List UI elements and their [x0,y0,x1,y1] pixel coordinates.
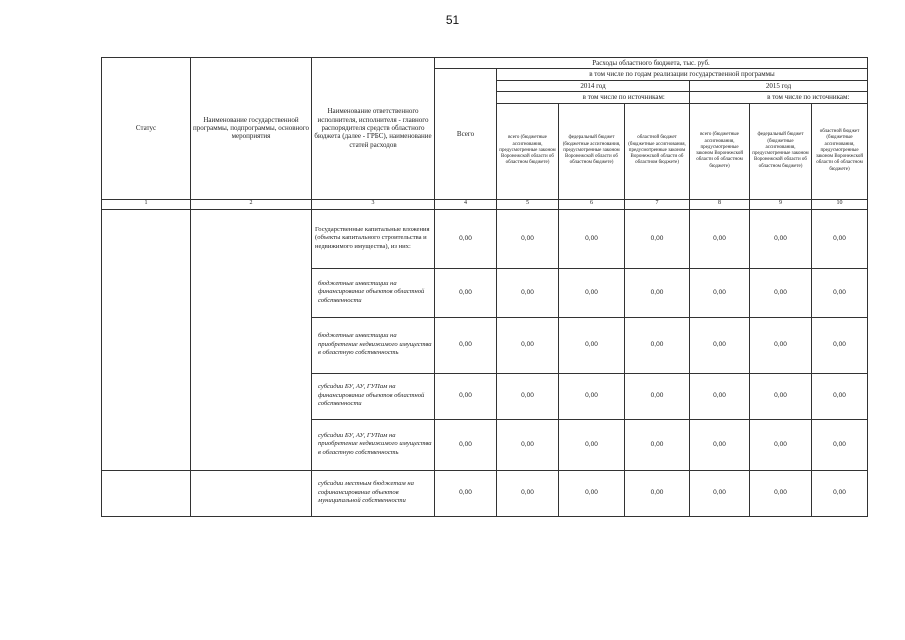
column-number: 7 [625,199,690,209]
value-cell: 0,00 [750,268,812,317]
value-cell: 0,00 [497,209,559,268]
header-year-2014: 2014 год [497,80,690,91]
value-cell: 0,00 [812,268,868,317]
column-number: 2 [191,199,312,209]
header-total: Всего [435,69,497,199]
value-cell: 0,00 [812,470,868,516]
value-cell: 0,00 [497,470,559,516]
value-cell: 0,00 [435,419,497,470]
row-name: субсидии БУ, АУ, ГУПам на приобретение недвижимого имущества в областную собственность [312,419,435,470]
budget-table [101,57,868,517]
column-number: 5 [497,199,559,209]
value-cell: 0,00 [497,419,559,470]
value-cell: 0,00 [559,470,625,516]
row-name: субсидии местным бюджетам на софинансирование объектов муниципальной собственности [312,470,435,516]
header-src-total-2015: всего (бюджетные ассигнования, предусмотренные законом Воронежской области об областном бюджете) [690,103,750,199]
value-cell: 0,00 [750,470,812,516]
value-cell: 0,00 [690,470,750,516]
column-number: 6 [559,199,625,209]
header-by-sources-2015: в том числе по источникам: [750,92,868,103]
column-number: 10 [812,199,868,209]
value-cell: 0,00 [559,209,625,268]
header-src-federal-2015: федеральный бюджет (бюджетные ассигнования, предусмотренные законом Воронежской области об областном бюджете) [750,103,812,199]
header-expenses: Расходы областного бюджета, тыс. руб. [435,58,868,69]
value-cell: 0,00 [435,470,497,516]
value-cell: 0,00 [690,209,750,268]
value-cell: 0,00 [690,419,750,470]
value-cell: 0,00 [435,268,497,317]
row-name: бюджетные инвестиции на финансирование объектов областной собственности [312,268,435,317]
table-row [102,317,868,373]
value-cell: 0,00 [625,317,690,373]
table-row [102,209,868,268]
value-cell: 0,00 [625,268,690,317]
header-by-years: в том числе по годам реализации государственной программы [497,69,868,80]
header-executor: Наименование ответственного исполнителя, исполнителя - главного распорядителя средств областного бюджета (далее - ГРБС), наименование статей расходов [312,58,435,200]
table-row [102,419,868,470]
header-year-2015: 2015 год [690,80,868,91]
table-row [102,268,868,317]
page-number: 51 [445,13,460,27]
header-by-sources-2014: в том числе по источникам: [559,92,690,103]
column-number: 1 [102,199,191,209]
value-cell: 0,00 [812,317,868,373]
table-row [102,470,868,516]
value-cell: 0,00 [750,317,812,373]
row-name: Государственные капитальные вложения (объекты капитального строительства и недвижимого имущества), из них: [312,209,435,268]
value-cell: 0,00 [812,373,868,419]
row-name: субсидии БУ, АУ, ГУПам на финансирование объектов областной собственности [312,373,435,419]
value-cell: 0,00 [559,317,625,373]
value-cell: 0,00 [497,373,559,419]
value-cell: 0,00 [435,373,497,419]
column-number: 4 [435,199,497,209]
value-cell: 0,00 [690,268,750,317]
row-name: бюджетные инвестиции на приобретение недвижимого имущества в областную собственность [312,317,435,373]
header-status: Статус [102,58,191,200]
column-number: 9 [750,199,812,209]
header-src-regional-2014: областной бюджет (бюджетные ассигнования, предусмотренные законом Воронежской области об областном бюджете) [625,103,690,199]
header-program-name: Наименование государственной программы, подпрограммы, основного мероприятия [191,58,312,200]
column-number: 3 [312,199,435,209]
value-cell: 0,00 [559,419,625,470]
value-cell: 0,00 [690,317,750,373]
value-cell: 0,00 [559,373,625,419]
value-cell: 0,00 [497,268,559,317]
column-number: 8 [690,199,750,209]
value-cell: 0,00 [625,470,690,516]
value-cell: 0,00 [812,209,868,268]
value-cell: 0,00 [435,209,497,268]
value-cell: 0,00 [625,373,690,419]
value-cell: 0,00 [559,268,625,317]
header-src-federal-2014: федеральный бюджет (бюджетные ассигнования, предусмотренные законом Воронежской области об областном бюджете) [559,103,625,199]
header-src-total-2014: всего (бюджетные ассигнования, предусмотренные законом Воронежской области об областном бюджете) [497,103,559,199]
value-cell: 0,00 [497,317,559,373]
value-cell: 0,00 [750,373,812,419]
value-cell: 0,00 [625,419,690,470]
value-cell: 0,00 [690,373,750,419]
table-row [102,373,868,419]
value-cell: 0,00 [435,317,497,373]
value-cell: 0,00 [812,419,868,470]
header-src-regional-2015: областной бюджет (бюджетные ассигнования, предусмотренные законом Воронежской области об областном бюджете) [812,103,868,199]
value-cell: 0,00 [625,209,690,268]
value-cell: 0,00 [750,209,812,268]
value-cell: 0,00 [750,419,812,470]
